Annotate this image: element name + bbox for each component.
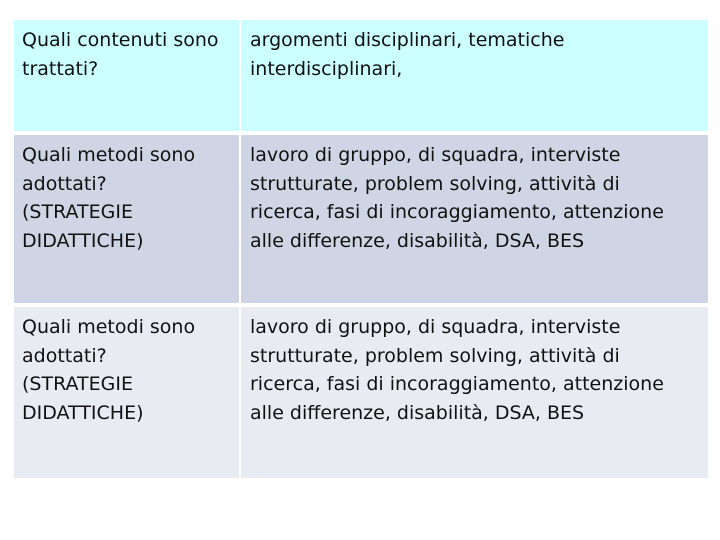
- content-table: [14, 20, 708, 478]
- question-cell: Quali metodi sono adottati? (STRATEGIE DIDATTICHE): [14, 135, 239, 303]
- question-cell: Quali contenuti sono trattati?: [14, 20, 239, 131]
- answer-cell: argomenti disciplinari, tematiche interdisciplinari,: [241, 20, 708, 131]
- answer-cell: lavoro di gruppo, di squadra, interviste strutturate, problem solving, attività di ricerca, fasi di incoraggiamento, attenzione alle differenze, disabilità, DSA, BES: [241, 307, 708, 478]
- question-cell: Quali metodi sono adottati? (STRATEGIE DIDATTICHE): [14, 307, 239, 478]
- answer-cell: lavoro di gruppo, di squadra, interviste strutturate, problem solving, attività di ricerca, fasi di incoraggiamento, attenzione alle differenze, disabilità, DSA, BES: [241, 135, 708, 303]
